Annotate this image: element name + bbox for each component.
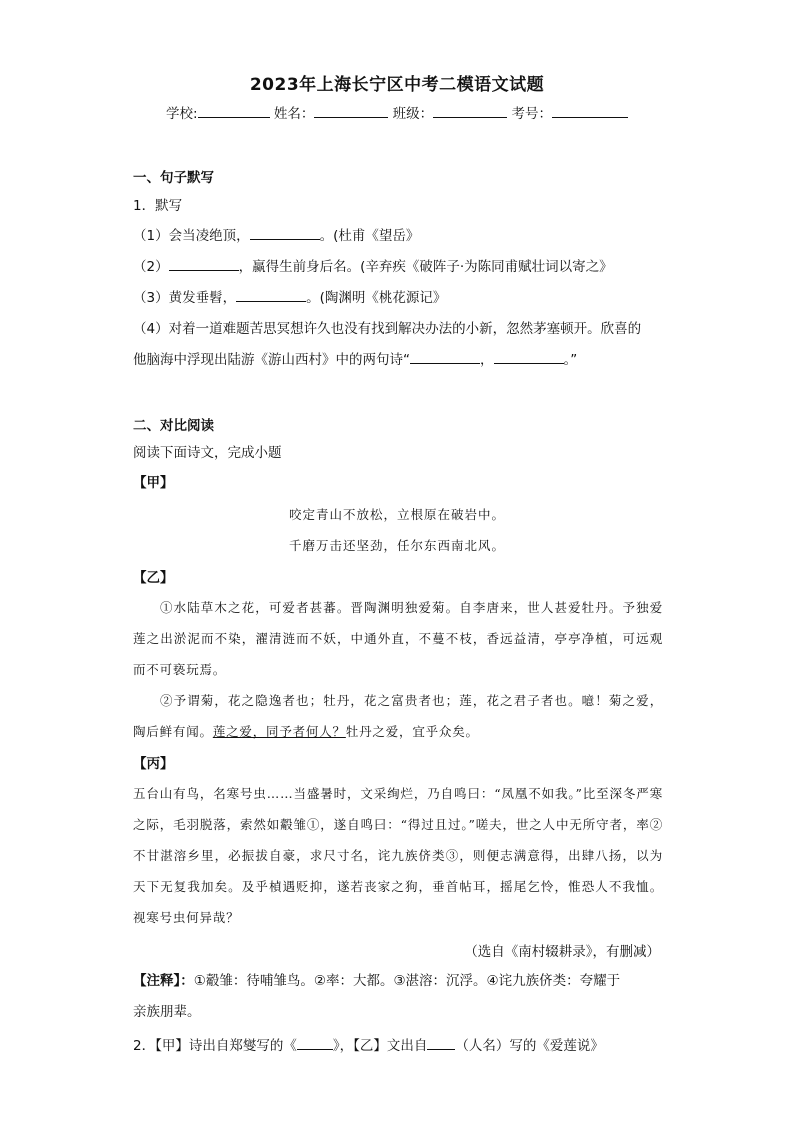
- school-blank[interactable]: [198, 103, 270, 118]
- q1-item2: [133, 255, 613, 275]
- exam-no-blank[interactable]: [552, 103, 628, 118]
- page-title: 2023年上海长宁区中考二模语文试题: [249, 75, 545, 95]
- poem-line-1: 咬定青山不放松，立根原在破岩中。: [288, 507, 505, 522]
- q1-item4-blank2[interactable]: [494, 349, 564, 364]
- q2-line: [133, 1034, 604, 1054]
- yi-p2-a: ②予谓菊，花之隐逸者也；牡丹，花之富贵者也；莲，花之君子者也。噫！菊之爱，陶后鲜有闻。: [133, 693, 663, 739]
- q1-item2-pre: （2）: [133, 259, 169, 275]
- q1-item4-line2: [133, 348, 577, 368]
- q1-item2-blank[interactable]: [169, 256, 239, 271]
- notes-line-2: 亲族朋辈。: [133, 1004, 201, 1020]
- yi-p2-b: 牡丹之爱，宜乎众矣。: [345, 724, 479, 739]
- q2-part-a: 2．【甲】诗出自郑燮写的《: [133, 1038, 297, 1054]
- q1-label: 1．默写: [133, 198, 183, 214]
- q1-item1-post: 。(杜甫《望岳》: [319, 228, 420, 244]
- notes: [133, 966, 663, 1028]
- q2-blank-1[interactable]: [297, 1035, 333, 1050]
- name-blank[interactable]: [314, 103, 388, 118]
- school-label: 学校:: [166, 106, 198, 122]
- notes-text-1: ①觳雏：待哺雏鸟。②率：大都。③湛溶：沉浮。④诧九族侪类：夸耀于: [193, 973, 621, 989]
- q2-part-b: 》，【乙】文出自: [332, 1038, 428, 1054]
- bing-label: 【丙】: [133, 756, 174, 772]
- q1-item3-post: 。(陶渊明《桃花源记》: [306, 290, 447, 306]
- yi-paragraph-2: [133, 685, 663, 747]
- yi-label: 【乙】: [133, 570, 174, 586]
- section2-heading: 二、对比阅读: [133, 418, 214, 434]
- class-blank[interactable]: [433, 103, 507, 118]
- yi-paragraph-1: ①水陆草木之花，可爱者甚蕃。晋陶渊明独爱菊。自李唐来，世人甚爱牡丹。予独爱莲之出淤泥而不染，濯清涟而不妖，中通外直，不蔓不枝，香远益清，亭亭净植，可远观而不可亵玩焉。: [133, 600, 663, 677]
- bing-paragraph: 五台山有鸟，名寒号虫……当盛暑时，文采绚烂，乃自鸣曰：“凤凰不如我。”比至深冬严寒之际，毛羽脱落，索然如觳雏①，遂自鸣曰：“得过且过。”嗟夫，世之人中无所守者，率②不甘湛溶乡里，必振拔自豪，求尺寸名，诧九族侪类③，则便志满意得，出肆八扬，以为天下无复我加矣。及乎楨遇贬抑，遂若丧家之狗，垂首帖耳，摇尾乞怜，惟恐人不我恤。视寒号虫何异哉？: [133, 786, 663, 925]
- q1-item4-end: 。”: [563, 352, 578, 368]
- section1-heading: 一、句子默写: [133, 170, 214, 186]
- notes-label: 【注释】：: [133, 973, 194, 989]
- q1-item3-blank[interactable]: [236, 287, 306, 302]
- q2-part-c: （人名）写的《爱莲说》: [455, 1038, 604, 1054]
- bing-text: [133, 778, 663, 933]
- q2-blank-2[interactable]: [427, 1035, 455, 1050]
- q1-item1-pre: （1）会当凌绝顶，: [133, 228, 250, 244]
- jia-label: 【甲】: [133, 475, 174, 491]
- q1-item1-blank[interactable]: [250, 225, 320, 240]
- q1-item3: [133, 286, 446, 306]
- name-label: 姓名：: [273, 106, 315, 122]
- source-note: （选自《南村辍耕录》，有删减）: [464, 944, 660, 960]
- q1-item4-pre: 他脑海中浮现出陆游《游山西村》中的两句诗“: [133, 352, 410, 368]
- class-label: 班级：: [392, 106, 434, 122]
- q1-item4-blank1[interactable]: [410, 349, 480, 364]
- yi-text: [133, 592, 663, 747]
- q1-item4-line1: （4）对着一道难题苦思冥想许久也没有找到解决办法的小新，忽然茅塞顿开。欣喜的: [133, 321, 642, 337]
- q1-item3-pre: （3）黄发垂髫，: [133, 290, 237, 306]
- student-info-row: [0, 102, 794, 122]
- q1-item1: [133, 224, 419, 244]
- poem-line-2: 千磨万击还坚劲，任尔东西南北风。: [288, 538, 505, 553]
- yi-p2-underlined: 莲之爱，同予者何人？: [212, 724, 346, 739]
- notes-line-1: [133, 966, 663, 997]
- exam-no-label: 考号：: [511, 106, 552, 122]
- q1-item4-comma: ，: [480, 352, 494, 368]
- section2-instruction: 阅读下面诗文，完成小题: [133, 445, 282, 461]
- q1-item2-post: ，赢得生前身后名。(辛弃疾《破阵子·为陈同甫赋壮词以寄之》: [238, 259, 613, 275]
